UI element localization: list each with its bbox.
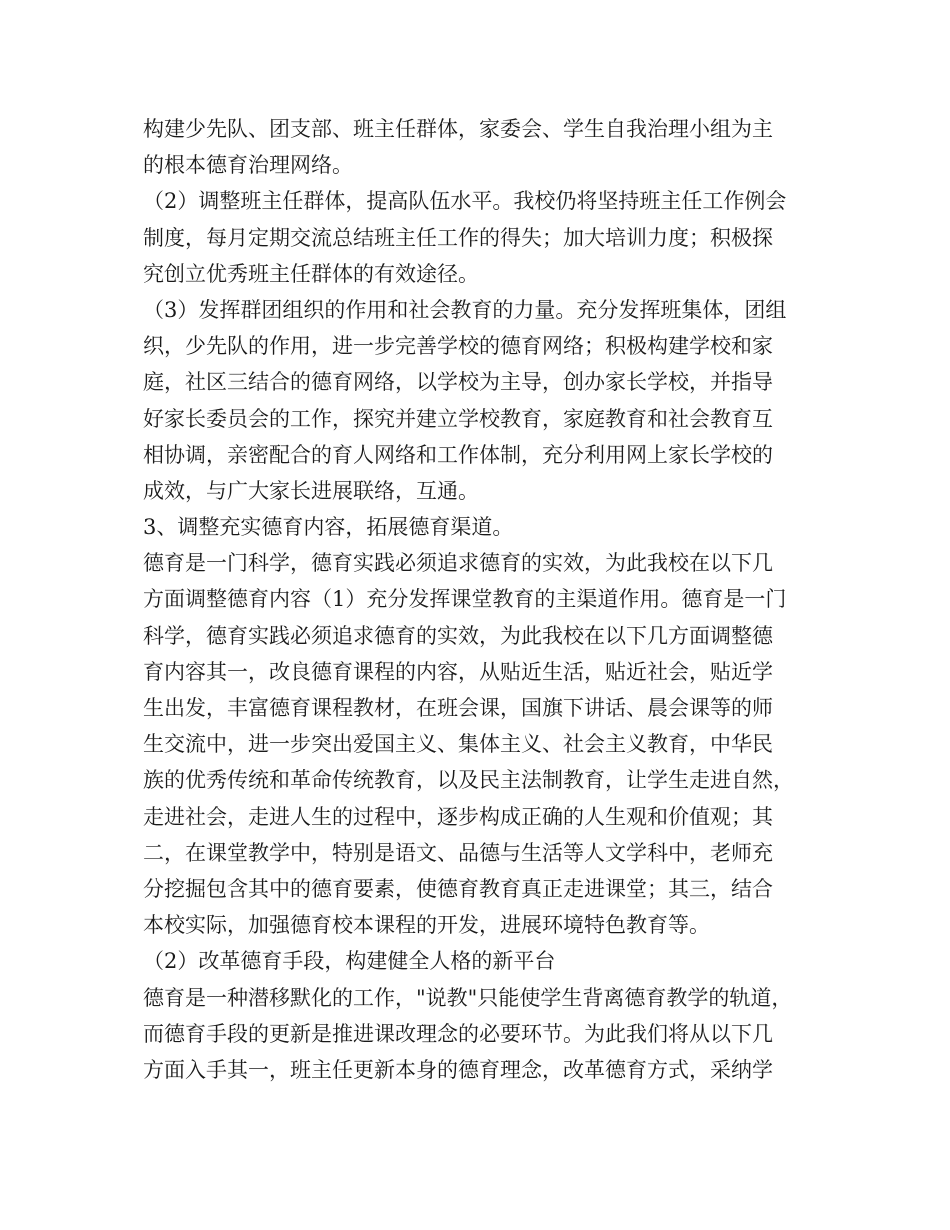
text-line: 成效，与广大家长进展联络，互通。 [143,478,479,503]
text-line: 生交流中，进一步突出爱国主义、集体主义、社会主义教育，中华民 [143,732,773,757]
text-line: 育内容其一，改良德育课程的内容，从贴近生活，贴近社会，贴近学 [143,659,773,684]
text-line: 而德育手段的更新是推进课改理念的必要环节。为此我们将从以下几 [143,1021,773,1046]
text-line: 生出发，丰富德育课程教材，在班会课，国旗下讲话、晨会课等的师 [143,696,773,720]
text-line: （3）发挥群团组织的作用和社会教育的力量。充分发挥班集体，团组 [143,297,787,322]
subsection-heading: （2）改革德育手段，构建健全人格的新平台 [143,949,556,974]
text-line: 方面入手其一，班主任更新本身的德育理念，改革德育方式，采纳学 [143,1057,773,1082]
text-line: 织，少先队的作用，进一步完善学校的德育网络；积极构建学校和家 [143,334,773,359]
text-line: 德育是一种潜移默化的工作，"说教"只能使学生背离德育教学的轨道， [143,985,793,1010]
text-line: 的根本德育治理网络。 [143,153,353,178]
text-line: 庭，社区三结合的德育网络，以学校为主导，创办家长学校，并指导 [143,370,773,395]
text-line: （2）调整班主任群体，提高队伍水平。我校仍将坚持班主任工作例会 [143,189,787,214]
section-heading: 3、调整充实德育内容，拓展德育渠道。 [143,515,514,540]
text-line: 本校实际，加强德育校本课程的开发，进展环境特色教育等。 [143,913,710,938]
text-line: 分挖掘包含其中的德育要素，使德育教育真正走进课堂；其三，结合 [143,876,773,901]
text-line: 相协调，亲密配合的育人网络和工作体制，充分利用网上家长学校的 [143,442,773,467]
body-text [143,111,823,1088]
text-line: 制度，每月定期交流总结班主任工作的得失；加大培训力度；积极探 [143,225,773,250]
text-line: 走进社会，走进人生的过程中，逐步构成正确的人生观和价值观；其 [143,804,773,829]
text-line: 构建少先队、团支部、班主任群体，家委会、学生自我治理小组为主 [143,117,773,141]
text-line: 二，在课堂教学中，特别是语文、品德与生活等人文学科中，老师充 [143,840,773,865]
text-line: 族的优秀传统和革命传统教育，以及民主法制教育，让学生走进自然， [143,768,794,793]
text-line: 德育是一门科学，德育实践必须追求德育的实效，为此我校在以下几 [143,551,773,576]
text-line: 方面调整德育内容（1）充分发挥课堂教育的主渠道作用。德育是一门 [143,587,787,612]
text-line: 究创立优秀班主任群体的有效途径。 [143,261,479,286]
text-line: 好家长委员会的工作，探究并建立学校教育，家庭教育和社会教育互 [143,406,773,431]
text-line: 科学，德育实践必须追求德育的实效，为此我校在以下几方面调整德 [143,623,773,648]
